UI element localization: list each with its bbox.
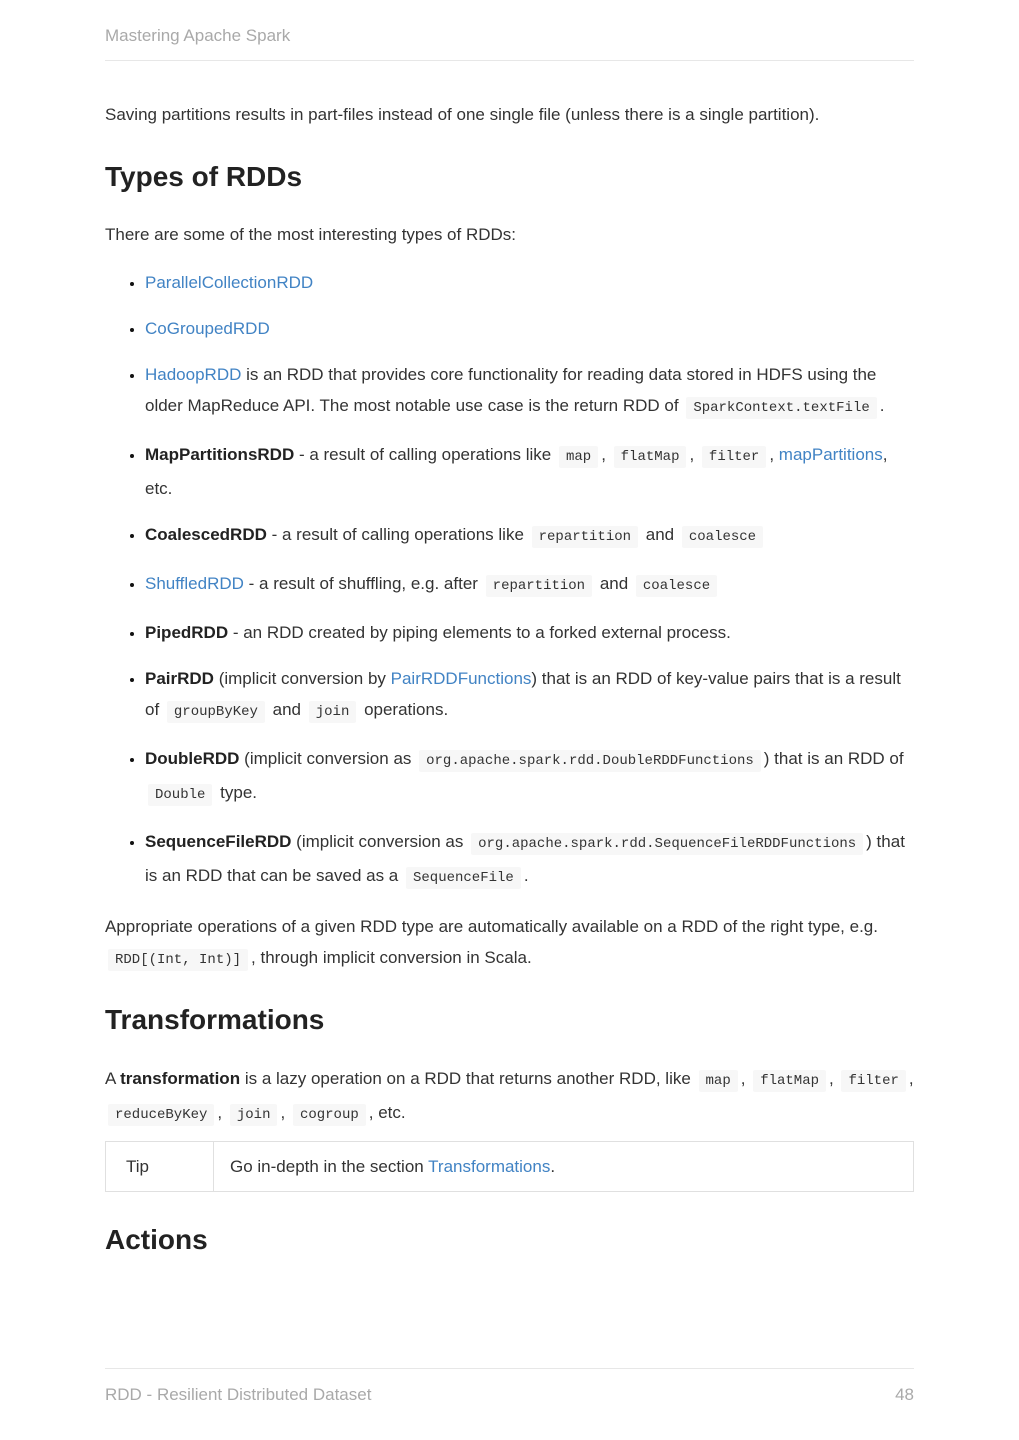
link-shuffledrdd[interactable]: ShuffledRDD (145, 574, 244, 593)
bold-text: PairRDD (145, 669, 214, 688)
inline-code: Double (148, 784, 212, 806)
list-item: • MapPartitionsRDD - a result of calling operations like map , flatMap , filter , mapPartitions, etc. (145, 439, 914, 504)
inline-code: filter (841, 1070, 905, 1092)
inline-code: reduceByKey (108, 1104, 214, 1126)
types-outro-paragraph: Appropriate operations of a given RDD type are automatically available on a RDD of the right type, e.g. RDD[(Int, Int)] , through implicit conversion in Scala. (105, 911, 914, 976)
bold-text: CoalescedRDD (145, 525, 267, 544)
intro-paragraph: Saving partitions results in part-files instead of one single file (unless there is a single partition). (105, 105, 820, 124)
inline-code: map (559, 446, 598, 468)
inline-code: flatMap (614, 446, 687, 468)
tip-row (106, 1142, 914, 1192)
bold-text: DoubleRDD (145, 749, 240, 768)
link-transformations[interactable]: Transformations (428, 1157, 551, 1176)
inline-code: SequenceFile (406, 867, 521, 889)
book-title: Mastering Apache Spark (105, 26, 291, 45)
book-title-header (105, 0, 914, 61)
transformations-paragraph: A transformation is a lazy operation on a RDD that returns another RDD, like map , flatMap , filter , reduceByKey , join , cogroup , etc. (105, 1063, 914, 1131)
inline-code: filter (702, 446, 766, 468)
link-mappartitions[interactable]: mapPartitions (778, 445, 883, 464)
section-heading-types-of-rdds: Types of RDDs (105, 161, 303, 192)
inline-code: join (230, 1104, 278, 1126)
inline-code: join (309, 701, 357, 723)
tip-label-cell: Tip (106, 1142, 214, 1192)
footer-page-number: 48 (895, 1385, 914, 1404)
page-footer (105, 1368, 914, 1405)
bold-text: PipedRDD (145, 623, 229, 642)
inline-code: flatMap (753, 1070, 826, 1092)
inline-code: org.apache.spark.rdd.DoubleRDDFunctions (419, 750, 761, 772)
list-item: • CoalescedRDD - a result of calling operations like repartition and coalesce (145, 519, 914, 553)
inline-code: cogroup (293, 1104, 366, 1126)
list-item: • PipedRDD - an RDD created by piping elements to a forked external process. (145, 617, 914, 648)
inline-code: groupByKey (167, 701, 265, 723)
list-item (145, 267, 914, 298)
section-heading-transformations: Transformations (105, 1004, 325, 1035)
inline-code: coalesce (682, 526, 763, 548)
link-pairrddfunctions[interactable]: PairRDDFunctions (390, 669, 532, 688)
types-lead-paragraph: There are some of the most interesting types of RDDs: (105, 225, 517, 244)
footer-section-title: RDD - Resilient Distributed Dataset (105, 1385, 372, 1404)
tip-table (105, 1141, 914, 1192)
inline-code: repartition (532, 526, 638, 548)
inline-code: coalesce (636, 575, 717, 597)
link-hadooprdd[interactable]: HadoopRDD (145, 365, 242, 384)
list-item: • HadoopRDD is an RDD that provides core functionality for reading data stored in HDFS using the older MapReduce API. The most notable use case is the return RDD of SparkContext.textFile . (145, 359, 914, 424)
inline-code: SparkContext.textFile (686, 397, 876, 419)
inline-code: map (699, 1070, 738, 1092)
tip-content-cell: Go in-depth in the section Transformations. (214, 1142, 914, 1192)
list-item (145, 313, 914, 344)
rdd-types-list (105, 267, 914, 894)
bold-text: SequenceFileRDD (145, 832, 292, 851)
list-item: • ShuffledRDD - a result of shuffling, e.g. after repartition and coalesce (145, 568, 914, 602)
list-item: • DoubleRDD (implicit conversion as org.apache.spark.rdd.DoubleRDDFunctions ) that is an RDD of Double type. (145, 743, 914, 811)
list-item: • PairRDD (implicit conversion by PairRDDFunctions) that is an RDD of key-value pairs that is a result of groupByKey and join operations. (145, 663, 914, 728)
page-content (0, 99, 1019, 1257)
inline-code: RDD[(Int, Int)] (108, 949, 248, 971)
bold-text: MapPartitionsRDD (145, 445, 295, 464)
inline-code: repartition (486, 575, 592, 597)
link-cogroupedrdd[interactable]: CoGroupedRDD (145, 319, 270, 338)
inline-code: org.apache.spark.rdd.SequenceFileRDDFunctions (471, 833, 863, 855)
list-item: • SequenceFileRDD (implicit conversion as org.apache.spark.rdd.SequenceFileRDDFunctions ) that is an RDD that can be saved as a SequenceFile . (145, 826, 914, 894)
section-heading-actions: Actions (105, 1224, 208, 1255)
link-parallelcollectionrdd[interactable]: ParallelCollectionRDD (145, 273, 314, 292)
bold-text: transformation (120, 1069, 241, 1088)
